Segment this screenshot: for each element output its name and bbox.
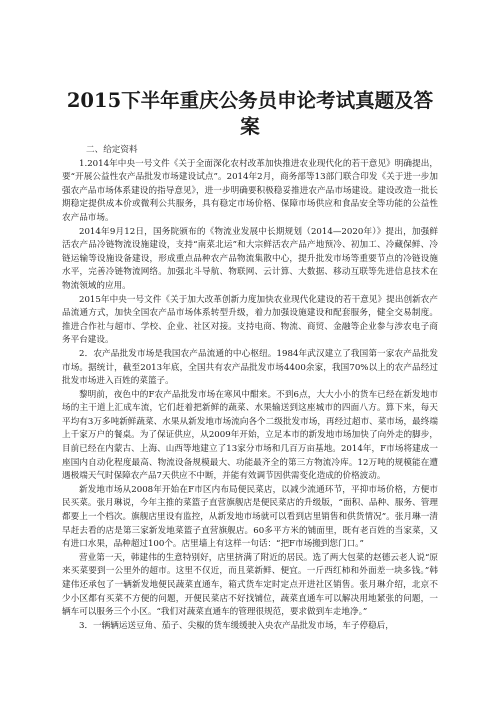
paragraph: 2014年9月12日，国务院颁布的《物流业发展中长期规划（2014—2020年）》提出，加强鲜活农产品冷链物流设施建设，支持“南菜北运”和大宗鲜活农产品产地预冷、初加工、冷藏保鲜、冷链运输等设施设备建设，形成重点品种农产品物流集散中心，提升批发市场等重要节点的冷链设施水平，完善冷链物流网络。加强北斗导航、物联网、云计算、大数据、移动互联等先进信息技术在物流领域的应用。 [62, 226, 438, 291]
paragraph: 2015年中央一号文件《关于加大改革创新力度加快农业现代化建设的若干意见》提出创新农产品流通方式，加快全国农产品市场体系转型升级，着力加强设施建设和配套服务，健全交易制度。推进合作社与超市、学校、企业、社区对接。支持电商、物流、商贸、金融等企业参与涉农电子商务平台建设。 [62, 294, 438, 346]
paragraph: 2．农产品批发市场是我国农产品流通的中心枢纽。1984年武汉建立了我国第一家农产品批发市场。据统计，截至2013年底，全国共有农产品批发市场4400余家，我国70%以上的农产品经过批发市场进入百姓的菜篮子。 [62, 348, 438, 387]
paragraph: 营业第一天，韩建伟的生意特别好，店里挤满了附近的居民。选了两大包菜的赵德云老人说“原来买菜要到一公里外的超市。这里不仅近，而且菜新鲜、便宜。一斤西红柿和外面差一块多钱。”韩建伟还承包了一辆新发地便民蔬菜直通车，箱式货车定时定点开进社区销售。张月琳介绍，北京不少小区都有买菜不方便的问题，开便民菜店不好找铺位，蔬菜直通车可以解决用地紧张的问题，一辆车可以服务三个小区。“我们对蔬菜直通车的管理很规范，要求做到车走地净。” [62, 552, 438, 618]
document-title: 2015下半年重庆公务员申论考试真题及答案 [66, 89, 434, 138]
paragraph: 新发地市场从2008年开始在F市区内布局便民菜店，以减少流通环节，平抑市场价格，方便市民买菜。张月琳说，今年主推的菜篮子直营旗舰店是便民菜店的升级版，“面积、品种、服务、管理都要上一个档次。旗舰店里设有监控，从新发地市场就可以看到店里销售和供货情况”。张月琳一清早赶去看的店是第三家新发地菜篮子直营旗舰店。60多平方米的铺面里，既有老百姓的当家菜，又有进口水果，品种超过100个。店里墙上有这样一句话：“把F市场搬到您门口。” [62, 484, 438, 550]
paragraph: 3．一辆辆运送豆角、茄子、尖椒的货车缓缓驶入央农产品批发市场，车子停稳后， [79, 620, 394, 631]
section-heading: 二、给定资料 [86, 145, 138, 155]
paragraph: 1.2014年中央一号文件《关于全面深化农村改革加快推进农业现代化的若干意见》明确提出，要“开展公益性农产品批发市场建设试点”。2014年2月，商务部等13部门联合印发《关于进一步加强农产品市场体系建设的指导意见》，进一步明确要积极稳妥推进农产品市场建设。建设改造一批长期稳定提供成本价或微利公共服务，具有稳定市场价格、保障市场供应和食品安全等功能的公益性农产品市场。 [62, 158, 438, 223]
paragraph: 黎明前，夜色中的F农产品批发市场在寒风中酣来。不到6点，大大小小的货车已经在新发地市场的主干道上汇成车流，它们赶着把新鲜的蔬菜、水果输送到这座城市的四面八方。算下来，每天平均有3万多吨新鲜蔬菜、水果从新发地市场流向各个二级批发市场，再经过超市、菜市场，最终端上千家万户的餐桌。为了保证供应，从2009年开始，立足本市的新发地市场加快了向外走的脚步，目前已经在内蒙古、上海、山西等地建立了13家分市场和几百万亩基地。2014年，F市场将建成一座国内自动化程度最高、物流设备规模最大、功能最齐全的第三方物流冷库。12万吨的规模能在遭遇极端天气时保障农产品7天供应不中断，并能有效调节因供需变化造成的价格波动。 [62, 389, 438, 482]
